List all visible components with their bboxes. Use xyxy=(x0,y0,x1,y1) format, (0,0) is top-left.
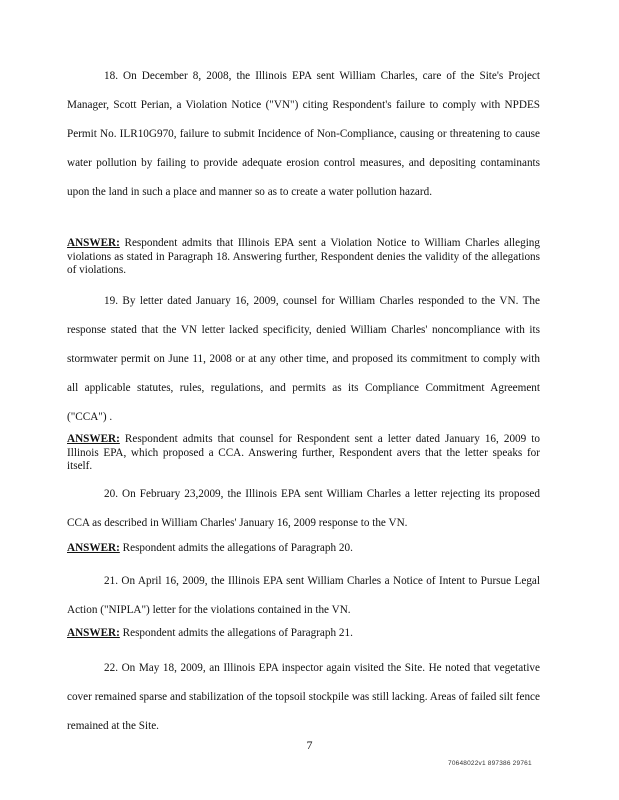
answer-19-text: Respondent admits that counsel for Respondent sent a letter dated January 16, 2009 to Illinois EPA, which proposed a CCA. Answering further, Respondent avers that the letter speaks for itself. xyxy=(67,433,540,472)
answer-20 xyxy=(67,542,540,556)
answer-label: ANSWER: xyxy=(67,627,120,639)
answer-21-text: Respondent admits the allegations of Paragraph 21. xyxy=(119,627,353,639)
page-number: 7 xyxy=(306,738,313,752)
paragraph-22 xyxy=(67,654,540,741)
paragraph-20 xyxy=(67,480,540,538)
answer-20-text: Respondent admits the allegations of Paragraph 20. xyxy=(119,542,353,554)
answer-21 xyxy=(67,627,540,641)
answer-label: ANSWER: xyxy=(67,542,120,554)
answer-label: ANSWER: xyxy=(67,237,120,249)
paragraph-22-text: 22. On May 18, 2009, an Illinois EPA inspector again visited the Site. He noted that vegetative cover remained sparse and stabilization of the topsoil stockpile was still lacking. Areas of failed silt fence remained at the Site. xyxy=(67,662,540,732)
document-id: 70648022v1 897386 29761 xyxy=(448,760,532,767)
paragraph-19 xyxy=(67,287,540,432)
answer-19 xyxy=(67,433,540,474)
paragraph-21-text: 21. On April 16, 2009, the Illinois EPA sent William Charles a Notice of Intent to Pursue Legal Action ("NIPLA") letter for the violations contained in the VN. xyxy=(67,575,540,616)
answer-18 xyxy=(67,237,540,278)
answer-label: ANSWER: xyxy=(67,433,120,445)
paragraph-19-text: 19. By letter dated January 16, 2009, counsel for William Charles responded to the VN. The response stated that the VN letter lacked specificity, denied William Charles' noncompliance with its stormwater permit on June 11, 2008 or at any other time, and proposed its commitment to comply with all applicable statutes, rules, regulations, and permits as its Compliance Commitment Agreement ("CCA") . xyxy=(67,295,540,423)
paragraph-18-text: 18. On December 8, 2008, the Illinois EPA sent William Charles, care of the Site's Project Manager, Scott Perian, a Violation Notice ("VN") citing Respondent's failure to comply with NPDES Permit No. ILR10G970, failure to submit Incidence of Non-Compliance, causing or threatening to cause water pollution by failing to provide adequate erosion control measures, and depositing contaminants upon the land in such a place and manner so as to create a water pollution hazard. xyxy=(67,70,540,198)
answer-18-text: Respondent admits that Illinois EPA sent a Violation Notice to William Charles alleging violations as stated in Paragraph 18. Answering further, Respondent denies the validity of the allegations of violations. xyxy=(67,237,540,276)
paragraph-18 xyxy=(67,62,540,207)
paragraph-21 xyxy=(67,567,540,625)
paragraph-20-text: 20. On February 23,2009, the Illinois EPA sent William Charles a letter rejecting its proposed CCA as described in William Charles' January 16, 2009 response to the VN. xyxy=(67,488,540,529)
